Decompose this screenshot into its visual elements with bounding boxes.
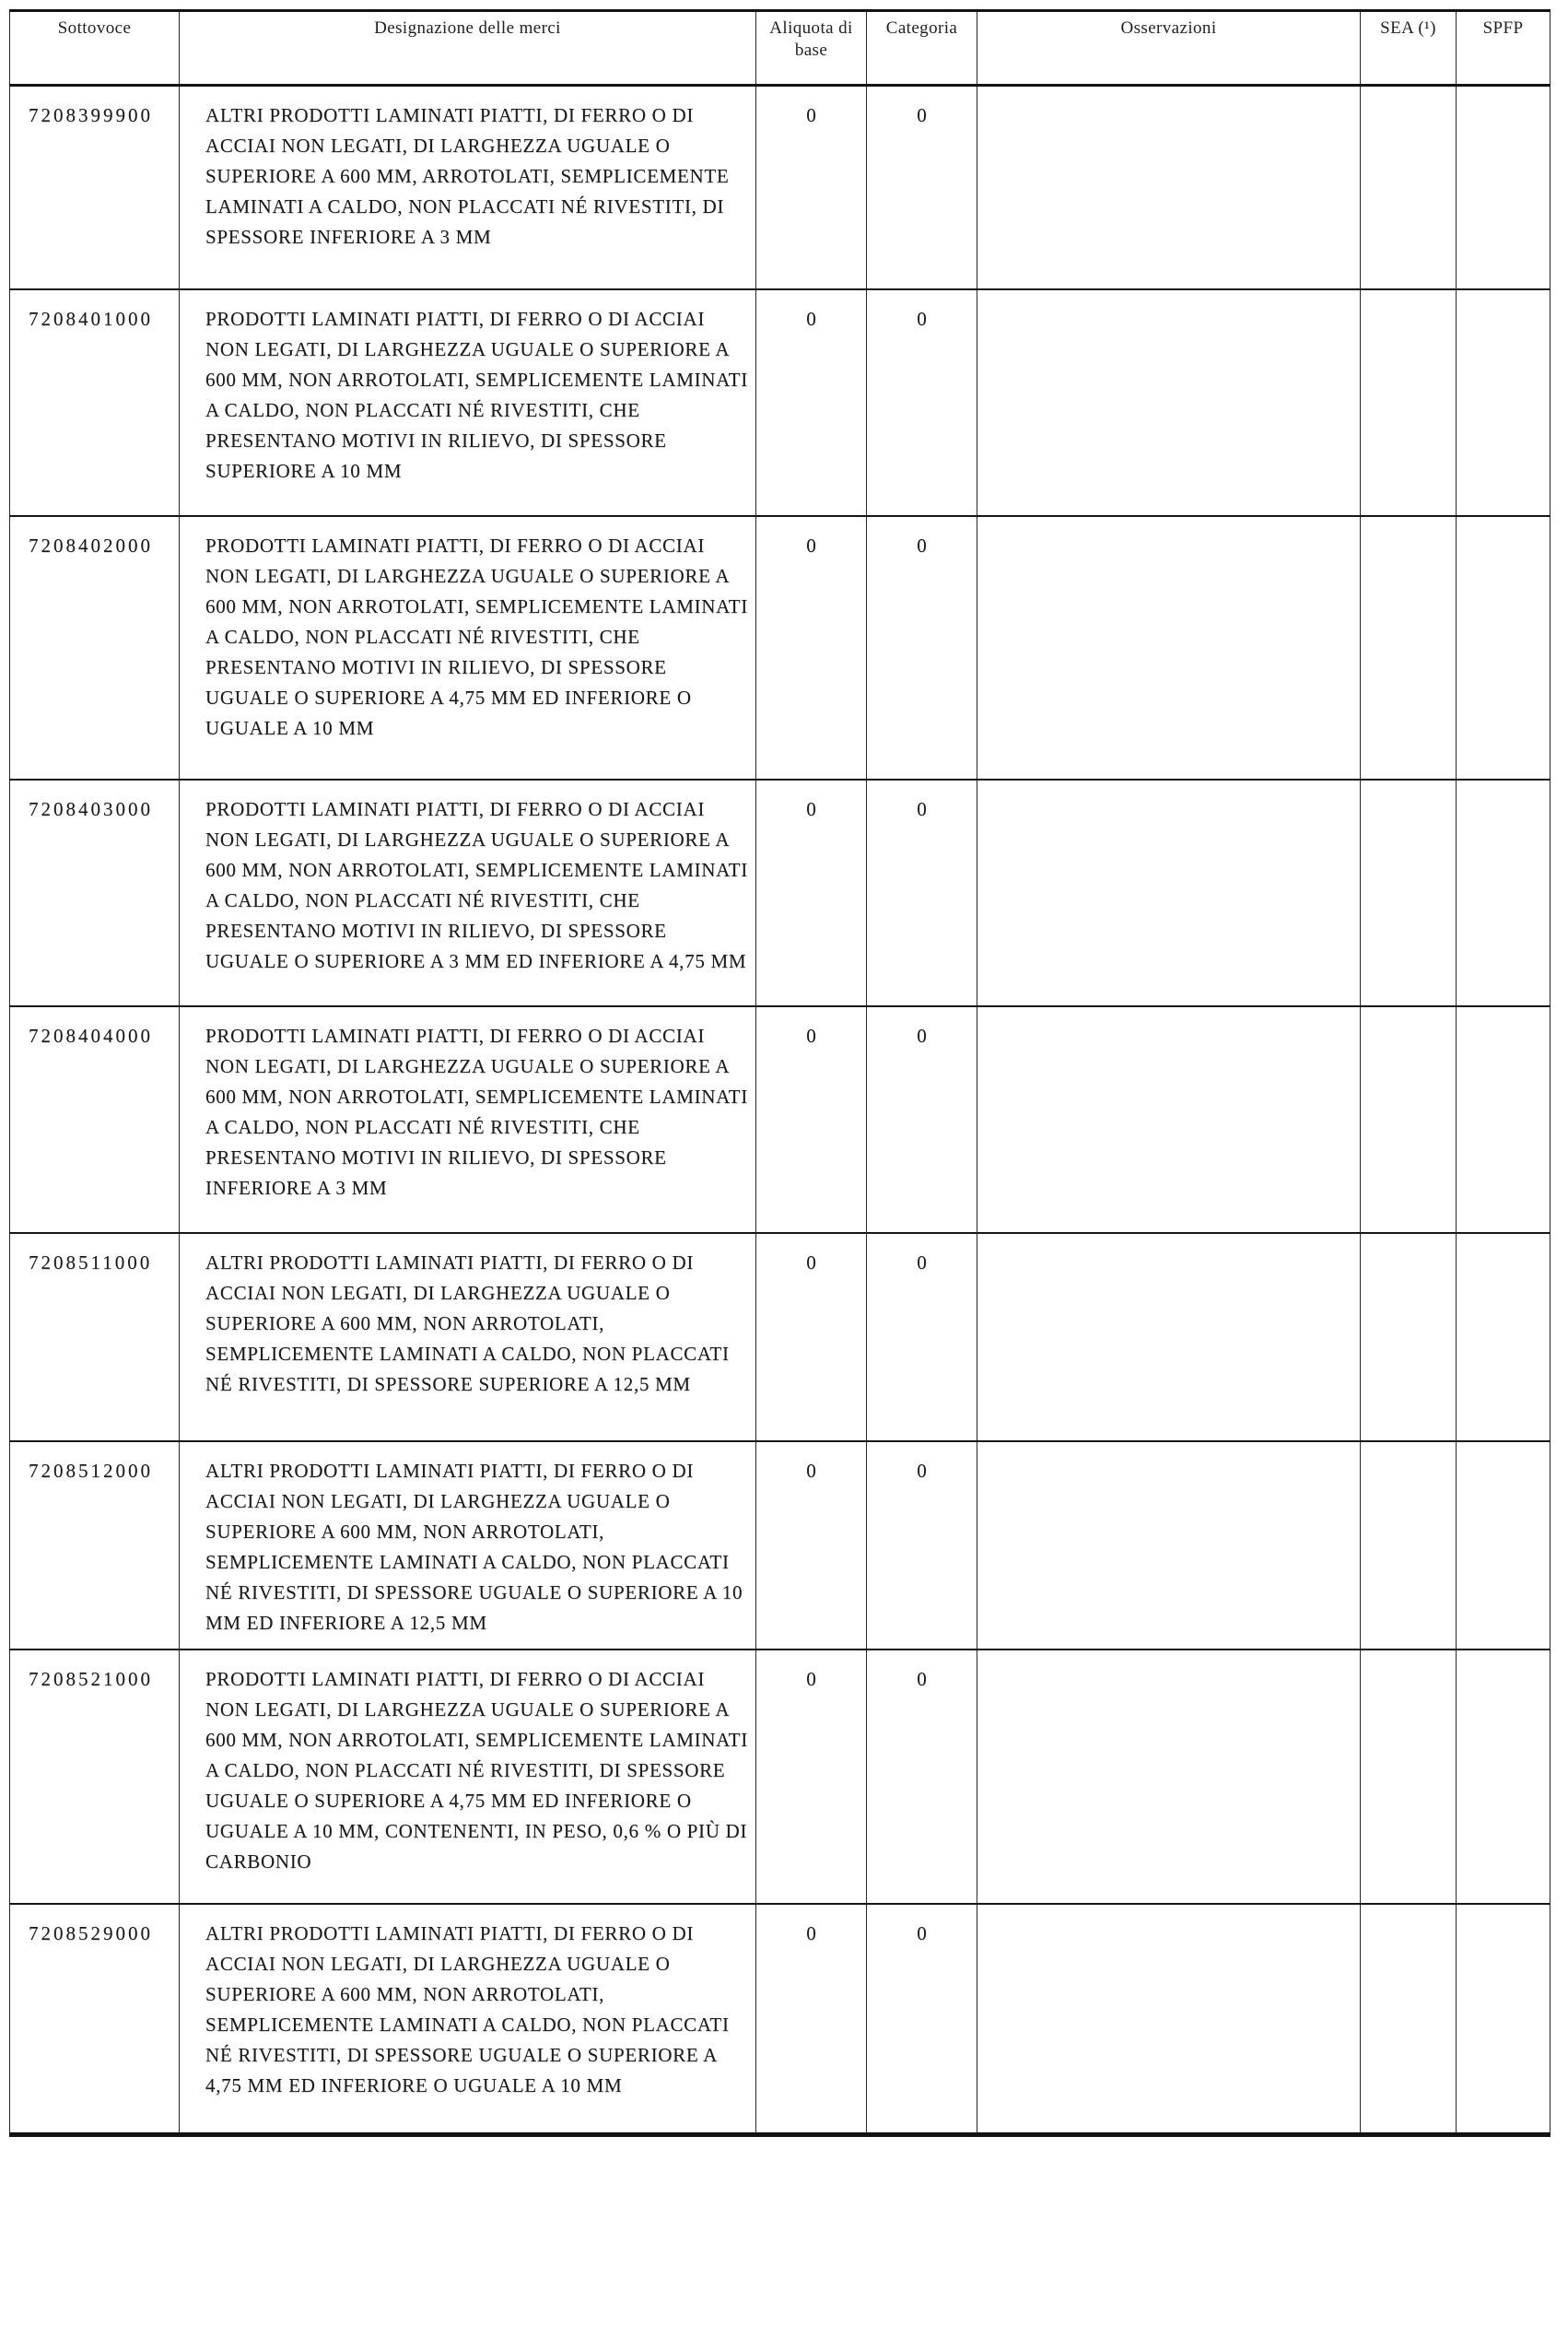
tariff-table bbox=[9, 9, 1550, 2137]
spfp-cell bbox=[1457, 86, 1550, 290]
goods-description: PRODOTTI LAMINATI PIATTI, DI FERRO O DI ACCIAI NON LEGATI, DI LARGHEZZA UGUALE O SUPERIORE A 600 MM, NON ARROTOLATI, SEMPLICEMENTE LAMINATI A CALDO, NON PLACCATI NÉ RIVESTITI, CHE PRESENTANO MOTIVI IN RILIEVO, DI SPESSORE UGUALE O SUPERIORE A 4,75 MM ED INFERIORE O UGUALE A 10 MM bbox=[180, 516, 756, 780]
table-row bbox=[10, 1233, 1550, 1441]
sea-cell bbox=[1361, 1649, 1457, 1904]
observations-cell bbox=[977, 780, 1361, 1006]
column-header-aliquota: Aliquota di base bbox=[756, 11, 867, 86]
category-value: 0 bbox=[867, 289, 977, 516]
sea-cell bbox=[1361, 289, 1457, 516]
table-row bbox=[10, 780, 1550, 1006]
category-value: 0 bbox=[867, 1006, 977, 1233]
spfp-cell bbox=[1457, 1006, 1550, 1233]
spfp-cell bbox=[1457, 1649, 1550, 1904]
subheading-code: 7208401000 bbox=[10, 289, 180, 516]
category-value: 0 bbox=[867, 780, 977, 1006]
subheading-code: 7208512000 bbox=[10, 1441, 180, 1649]
sea-cell bbox=[1361, 86, 1457, 290]
base-rate-value: 0 bbox=[756, 1006, 867, 1233]
base-rate-value: 0 bbox=[756, 1233, 867, 1441]
table-row bbox=[10, 516, 1550, 780]
goods-description: PRODOTTI LAMINATI PIATTI, DI FERRO O DI ACCIAI NON LEGATI, DI LARGHEZZA UGUALE O SUPERIORE A 600 MM, NON ARROTOLATI, SEMPLICEMENTE LAMINATI A CALDO, NON PLACCATI NÉ RIVESTITI, CHE PRESENTANO MOTIVI IN RILIEVO, DI SPESSORE INFERIORE A 3 MM bbox=[180, 1006, 756, 1233]
table-row bbox=[10, 1904, 1550, 2135]
base-rate-value: 0 bbox=[756, 289, 867, 516]
goods-description: PRODOTTI LAMINATI PIATTI, DI FERRO O DI ACCIAI NON LEGATI, DI LARGHEZZA UGUALE O SUPERIORE A 600 MM, NON ARROTOLATI, SEMPLICEMENTE LAMINATI A CALDO, NON PLACCATI NÉ RIVESTITI, CHE PRESENTANO MOTIVI IN RILIEVO, DI SPESSORE SUPERIORE A 10 MM bbox=[180, 289, 756, 516]
spfp-cell bbox=[1457, 289, 1550, 516]
base-rate-value: 0 bbox=[756, 86, 867, 290]
subheading-code: 7208402000 bbox=[10, 516, 180, 780]
base-rate-value: 0 bbox=[756, 780, 867, 1006]
table-header-row bbox=[10, 11, 1550, 86]
table-row bbox=[10, 1006, 1550, 1233]
sea-cell bbox=[1361, 1441, 1457, 1649]
subheading-code: 7208521000 bbox=[10, 1649, 180, 1904]
table-row bbox=[10, 86, 1550, 290]
observations-cell bbox=[977, 1233, 1361, 1441]
spfp-cell bbox=[1457, 780, 1550, 1006]
column-header-categoria: Categoria bbox=[867, 11, 977, 86]
category-value: 0 bbox=[867, 1649, 977, 1904]
column-header-designazione: Designazione delle merci bbox=[180, 11, 756, 86]
goods-description: PRODOTTI LAMINATI PIATTI, DI FERRO O DI ACCIAI NON LEGATI, DI LARGHEZZA UGUALE O SUPERIORE A 600 MM, NON ARROTOLATI, SEMPLICEMENTE LAMINATI A CALDO, NON PLACCATI NÉ RIVESTITI, DI SPESSORE UGUALE O SUPERIORE A 4,75 MM ED INFERIORE O UGUALE A 10 MM, CONTENENTI, IN PESO, 0,6 % O PIÙ DI CARBONIO bbox=[180, 1649, 756, 1904]
spfp-cell bbox=[1457, 516, 1550, 780]
observations-cell bbox=[977, 516, 1361, 780]
observations-cell bbox=[977, 86, 1361, 290]
column-header-sottovoce: Sottovoce bbox=[10, 11, 180, 86]
sea-cell bbox=[1361, 1006, 1457, 1233]
observations-cell bbox=[977, 1649, 1361, 1904]
goods-description: ALTRI PRODOTTI LAMINATI PIATTI, DI FERRO O DI ACCIAI NON LEGATI, DI LARGHEZZA UGUALE O SUPERIORE A 600 MM, ARROTOLATI, SEMPLICEMENTE LAMINATI A CALDO, NON PLACCATI NÉ RIVESTITI, DI SPESSORE INFERIORE A 3 MM bbox=[180, 86, 756, 290]
sea-cell bbox=[1361, 516, 1457, 780]
base-rate-value: 0 bbox=[756, 516, 867, 780]
observations-cell bbox=[977, 289, 1361, 516]
table-row bbox=[10, 1441, 1550, 1649]
table-row bbox=[10, 1649, 1550, 1904]
category-value: 0 bbox=[867, 1904, 977, 2135]
base-rate-value: 0 bbox=[756, 1649, 867, 1904]
base-rate-value: 0 bbox=[756, 1904, 867, 2135]
subheading-code: 7208404000 bbox=[10, 1006, 180, 1233]
sea-cell bbox=[1361, 780, 1457, 1006]
category-value: 0 bbox=[867, 1441, 977, 1649]
base-rate-value: 0 bbox=[756, 1441, 867, 1649]
column-header-sea: SEA (¹) bbox=[1361, 11, 1457, 86]
goods-description: PRODOTTI LAMINATI PIATTI, DI FERRO O DI ACCIAI NON LEGATI, DI LARGHEZZA UGUALE O SUPERIORE A 600 MM, NON ARROTOLATI, SEMPLICEMENTE LAMINATI A CALDO, NON PLACCATI NÉ RIVESTITI, CHE PRESENTANO MOTIVI IN RILIEVO, DI SPESSORE UGUALE O SUPERIORE A 3 MM ED INFERIORE A 4,75 MM bbox=[180, 780, 756, 1006]
subheading-code: 7208529000 bbox=[10, 1904, 180, 2135]
category-value: 0 bbox=[867, 516, 977, 780]
goods-description: ALTRI PRODOTTI LAMINATI PIATTI, DI FERRO O DI ACCIAI NON LEGATI, DI LARGHEZZA UGUALE O SUPERIORE A 600 MM, NON ARROTOLATI, SEMPLICEMENTE LAMINATI A CALDO, NON PLACCATI NÉ RIVESTITI, DI SPESSORE SUPERIORE A 12,5 MM bbox=[180, 1233, 756, 1441]
subheading-code: 7208399900 bbox=[10, 86, 180, 290]
spfp-cell bbox=[1457, 1904, 1550, 2135]
goods-description: ALTRI PRODOTTI LAMINATI PIATTI, DI FERRO O DI ACCIAI NON LEGATI, DI LARGHEZZA UGUALE O SUPERIORE A 600 MM, NON ARROTOLATI, SEMPLICEMENTE LAMINATI A CALDO, NON PLACCATI NÉ RIVESTITI, DI SPESSORE UGUALE O SUPERIORE A 10 MM ED INFERIORE A 12,5 MM bbox=[180, 1441, 756, 1649]
spfp-cell bbox=[1457, 1233, 1550, 1441]
category-value: 0 bbox=[867, 1233, 977, 1441]
sea-cell bbox=[1361, 1233, 1457, 1441]
subheading-code: 7208403000 bbox=[10, 780, 180, 1006]
observations-cell bbox=[977, 1006, 1361, 1233]
category-value: 0 bbox=[867, 86, 977, 290]
goods-description: ALTRI PRODOTTI LAMINATI PIATTI, DI FERRO O DI ACCIAI NON LEGATI, DI LARGHEZZA UGUALE O SUPERIORE A 600 MM, NON ARROTOLATI, SEMPLICEMENTE LAMINATI A CALDO, NON PLACCATI NÉ RIVESTITI, DI SPESSORE UGUALE O SUPERIORE A 4,75 MM ED INFERIORE O UGUALE A 10 MM bbox=[180, 1904, 756, 2135]
table-row bbox=[10, 289, 1550, 516]
subheading-code: 7208511000 bbox=[10, 1233, 180, 1441]
spfp-cell bbox=[1457, 1441, 1550, 1649]
column-header-osservazioni: Osservazioni bbox=[977, 11, 1361, 86]
observations-cell bbox=[977, 1904, 1361, 2135]
sea-cell bbox=[1361, 1904, 1457, 2135]
observations-cell bbox=[977, 1441, 1361, 1649]
column-header-spfp: SPFP bbox=[1457, 11, 1550, 86]
